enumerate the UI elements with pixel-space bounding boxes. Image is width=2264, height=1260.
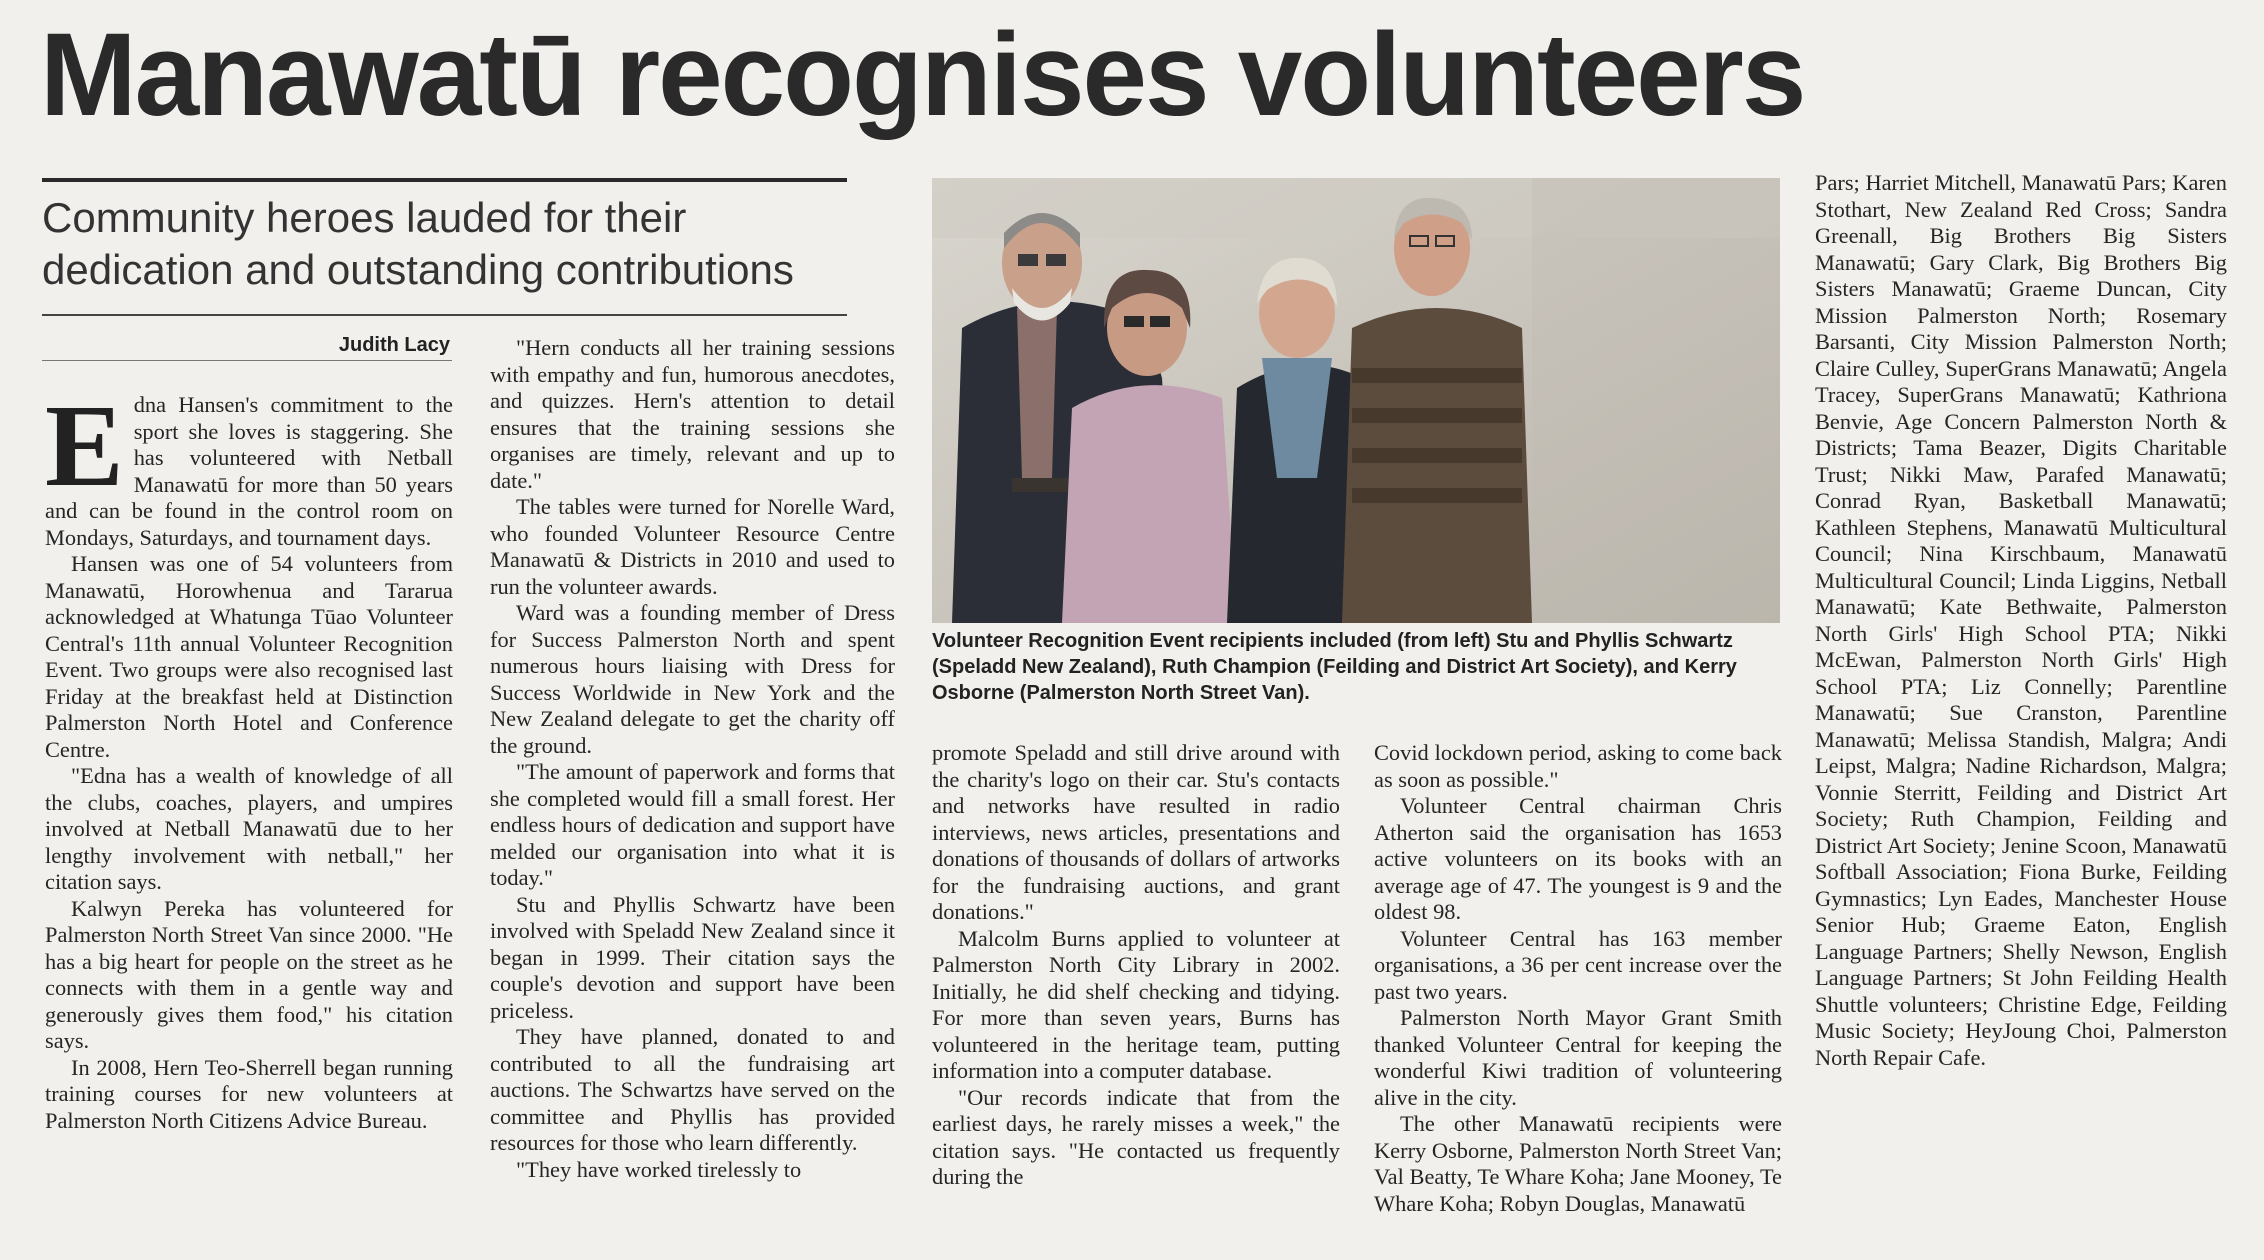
paragraph: "The amount of paperwork and forms that she completed would fill a small forest. Her endless hours of dedication and support have melded our organisation into what it is today." xyxy=(490,759,895,890)
byline-rule xyxy=(42,360,452,361)
photo-caption: Volunteer Recognition Event recipients included (from left) Stu and Phyllis Schwartz (Speladd New Zealand), Ruth Champion (Feilding and District Art Society), and Kerry Osborne (Palmerston North Street Van). xyxy=(932,630,1737,704)
paragraph-text: dna Hansen's commitment to the sport she loves is staggering. She has volunteered with Netball Manawatū for more than 50 years and can be found in the control room on Mondays, Saturdays, and tournament days. xyxy=(45,392,453,550)
paragraph: Volunteer Central has 163 member organisations, a 36 per cent increase over the past two years. xyxy=(1374,925,1782,1004)
paragraph: "Our records indicate that from the earliest days, he rarely misses a week," the citation says. "He contacted us frequently during the xyxy=(932,1084,1340,1189)
article-column-1 xyxy=(45,380,453,1134)
recipient-list: Pars; Harriet Mitchell, Manawatū Pars; Karen Stothart, New Zealand Red Cross; Sandra Greenall, Big Brothers Big Sisters Manawatū; Gary Clark, Big Brothers Big Sisters Manawatū; Graeme Duncan, City Mission Palmerston North; Rosemary Barsanti, City Mission Palmerston North; Claire Culley, SuperGrans Manawatū; Angela Tracey, SuperGrans Manawatū; Kathriona Benvie, Age Concern Palmerston North & Districts; Tama Beazer, Digits Charitable Trust; Nikki Maw, Parafed Manawatū; Conrad Ryan, Basketball Manawatū; Kathleen Stephens, Manawatū Multicultural Council; Nina Kirschbaum, Manawatū Multicultural Council; Linda Liggins, Netball Manawatū; Kate Bethwaite, Palmerston North Girls' High School PTA; Nikki McEwan, Palmerston North Girls' High School PTA; Liz Connelly; Parentline Manawatū; Sue Cranston, Parentline Manawatū; Melissa Standish, Malgra; Andi Leipst, Malgra; Nadine Richardson, Malgra; Vonnie Sterritt, Feilding and District Art Society; Ruth Champion, Feilding and District Art Society; Jenine Scoon, Manawatū Softball Association; Fiona Burke, Feilding Gymnastics; Lyn Eades, Manchester House Senior Hub; Graeme Eaton, English Language Partners; Shelly Newson, English Language Partners; St John Feilding Health Shuttle volunteers; Christine Edge, Feilding Music Society; HeyJoung Choi, Palmerston North Repair Cafe. xyxy=(1815,170,2227,1070)
article-column-4 xyxy=(1374,740,1782,1217)
paragraph: Kalwyn Pereka has volunteered for Palmerston North Street Van since 2000. "He has a big heart for people on the street as he connects with them in a gentle way and generously gives them food," his citation says. xyxy=(45,895,453,1053)
paragraph: Palmerston North Mayor Grant Smith thanked Volunteer Central for keeping the wonderful Kiwi tradition of volunteering alive in the city. xyxy=(1374,1005,1782,1110)
article-column-2 xyxy=(490,335,895,1183)
paragraph: The tables were turned for Norelle Ward, who founded Volunteer Resource Centre Manawatū & Districts in 2010 and used to run the volunteer awards. xyxy=(490,494,895,599)
headline: Manawatū recognises volunteers xyxy=(40,7,1805,141)
paragraph: "They have worked tirelessly to xyxy=(516,1156,802,1182)
byline: Judith Lacy xyxy=(338,334,450,356)
article-column-3 xyxy=(932,740,1340,1191)
paragraph: Stu and Phyllis Schwartz have been involved with Speladd New Zealand since it began in 1999. Their citation says the couple's devotion and support have been priceless. xyxy=(490,891,895,1023)
drop-cap: E xyxy=(45,380,124,511)
paragraph: Covid lockdown period, asking to come back as soon as possible." xyxy=(1374,740,1782,792)
paragraph xyxy=(45,380,453,551)
paragraph: They have planned, donated to and contributed to all the fundraising art auctions. The Schwartzs have served on the committee and Phyllis has provided resources for those who learn differently. xyxy=(490,1024,895,1155)
paragraph: Malcolm Burns applied to volunteer at Palmerston North City Library in 2002. Initially, he did shelf checking and tidying. For more than seven years, Burns has volunteered in the heritage team, putting information into a computer database. xyxy=(932,925,1340,1083)
paragraph: promote Speladd and still drive around with the charity's logo on their car. Stu's contacts and networks have resulted in radio interviews, news articles, presentations and donations of thousands of dollars of artworks for the fundraising auctions, and grant donations." xyxy=(932,740,1340,924)
paragraph: "Edna has a wealth of knowledge of all the clubs, coaches, players, and umpires involved at Netball Manawatū due to her lengthy involvement with netball," her citation says. xyxy=(45,763,453,894)
paragraph: Hansen was one of 54 volunteers from Manawatū, Horowhenua and Tararua acknowledged at Whatunga Tūao Volunteer Central's 11th annual Volunteer Recognition Event. Two groups were also recognised last Friday at the breakfast held at Distinction Palmerston North Hotel and Conference Centre. xyxy=(45,551,453,762)
paragraph: Ward was a founding member of Dress for Success Palmerston North and spent numerous hours liaising with Dress for Success Worldwide in New York and the New Zealand delegate to get the charity off the ground. xyxy=(490,600,895,758)
paragraph: "Hern conducts all her training sessions with empathy and fun, humorous anecdotes, and quizzes. Hern's attention to detail ensures that the training sessions she organises are timely, relevant and up to date." xyxy=(490,335,895,493)
subheadline: Community heroes lauded for their dedication and outstanding contributions xyxy=(42,194,794,293)
paragraph: Volunteer Central chairman Chris Atherton said the organisation has 1653 active volunteers on its books with an average age of 47. The youngest is 9 and the oldest 98. xyxy=(1374,793,1782,924)
paragraph: The other Manawatū recipients were Kerry Osborne, Palmerston North Street Van; Val Beatty, Te Whare Koha; Jane Mooney, Te Whare Koha; Robyn Douglas, Manawatū xyxy=(1374,1111,1782,1216)
article-column-5 xyxy=(1815,170,2227,1071)
headline-rule xyxy=(42,178,847,182)
paragraph: In 2008, Hern Teo-Sherrell began running training courses for new volunteers at Palmerston North Citizens Advice Bureau. xyxy=(45,1054,453,1133)
group-photo xyxy=(932,178,1780,623)
subhead-rule xyxy=(42,314,847,316)
photo-illustration xyxy=(932,178,1780,623)
